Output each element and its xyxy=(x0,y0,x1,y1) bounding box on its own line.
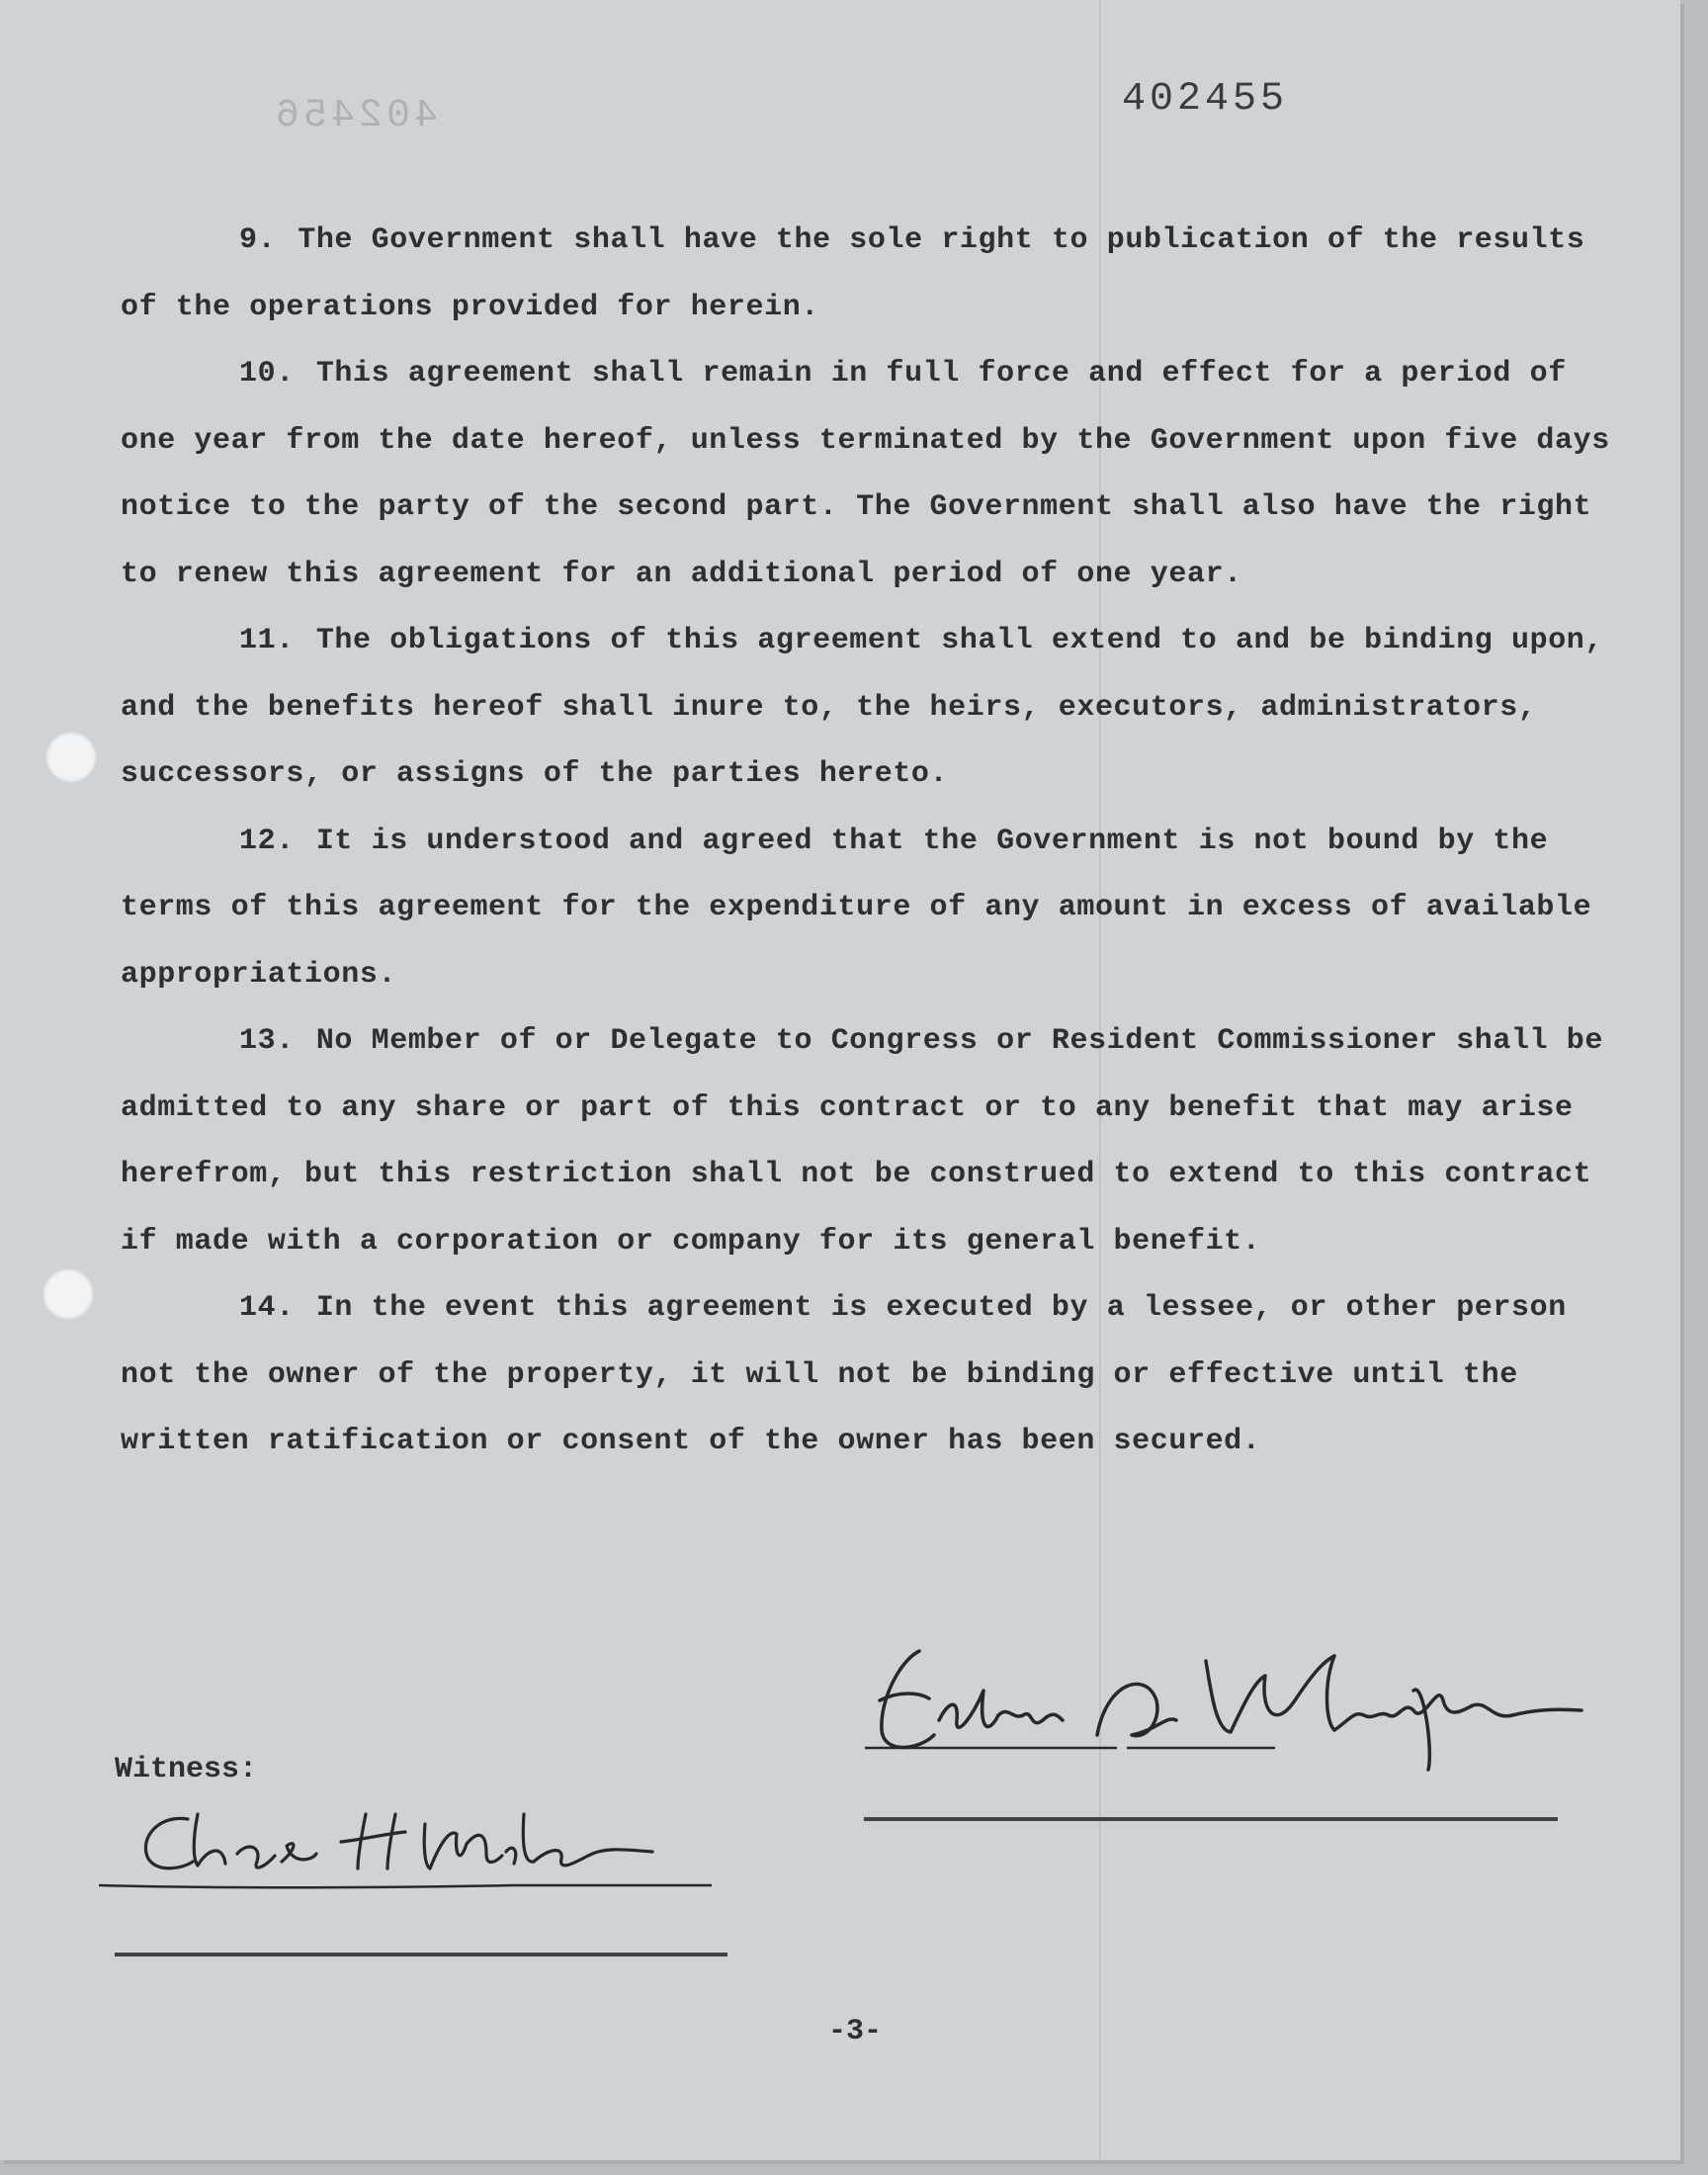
party-signature-line xyxy=(864,1817,1558,1821)
bleed-through-number: 402456 xyxy=(272,94,439,138)
paragraph-number: 13. xyxy=(239,1024,295,1058)
paragraph-number: 10. xyxy=(239,357,295,391)
paragraph-13 xyxy=(121,1008,1633,1275)
witness-signature-line xyxy=(115,1953,727,1957)
page-number: -3- xyxy=(828,2015,883,2048)
paragraph-number: 11. xyxy=(239,624,295,657)
paragraph-number: 12. xyxy=(239,824,295,858)
document-number: 402455 xyxy=(1122,77,1289,122)
paragraph-text: The obligations of this agreement shall extend to and be binding upon, and the benefits hereof shall inure to, the heirs, executors, administrators, successors, or assigns of the parties hereto. xyxy=(121,624,1604,791)
punch-hole-upper xyxy=(45,732,97,783)
paragraph-text: In the event this agreement is executed by a lessee, or other person not the owner of the property, it will not be binding or effective until the written ratification or consent of the owner has been secured. xyxy=(121,1291,1567,1458)
paragraph-text: The Government shall have the sole right to publication of the results of the operations provided for herein. xyxy=(121,223,1585,324)
paragraph-number: 9. xyxy=(239,223,277,257)
paragraph-11 xyxy=(121,608,1633,809)
paragraph-9 xyxy=(121,208,1633,341)
party-signature xyxy=(860,1621,1651,1770)
witness-signature xyxy=(99,1794,731,1903)
paragraph-10 xyxy=(121,341,1633,608)
paragraph-12 xyxy=(121,809,1633,1009)
paragraph-14 xyxy=(121,1275,1633,1476)
paragraph-text: This agreement shall remain in full force and effect for a period of one year from the date hereof, unless terminated by the Government upon five days notice to the party of the second part. The Government shall also have the right to renew this agreement for an additional period of one year. xyxy=(121,357,1610,591)
paragraph-number: 14. xyxy=(239,1291,295,1325)
punch-hole-lower xyxy=(43,1268,94,1320)
paragraph-text: It is understood and agreed that the Government is not bound by the terms of this agreement for the expenditure of any amount in excess of available appropriations. xyxy=(121,824,1592,992)
witness-label: Witness: xyxy=(115,1753,258,1786)
agreement-body xyxy=(121,208,1633,1476)
paragraph-text: No Member of or Delegate to Congress or Resident Commissioner shall be admitted to any share or part of this contract or to any benefit that may arise herefrom, but this restriction shall not be construed to extend to this contract if made with a corporation or company for its general benefit. xyxy=(121,1024,1604,1259)
